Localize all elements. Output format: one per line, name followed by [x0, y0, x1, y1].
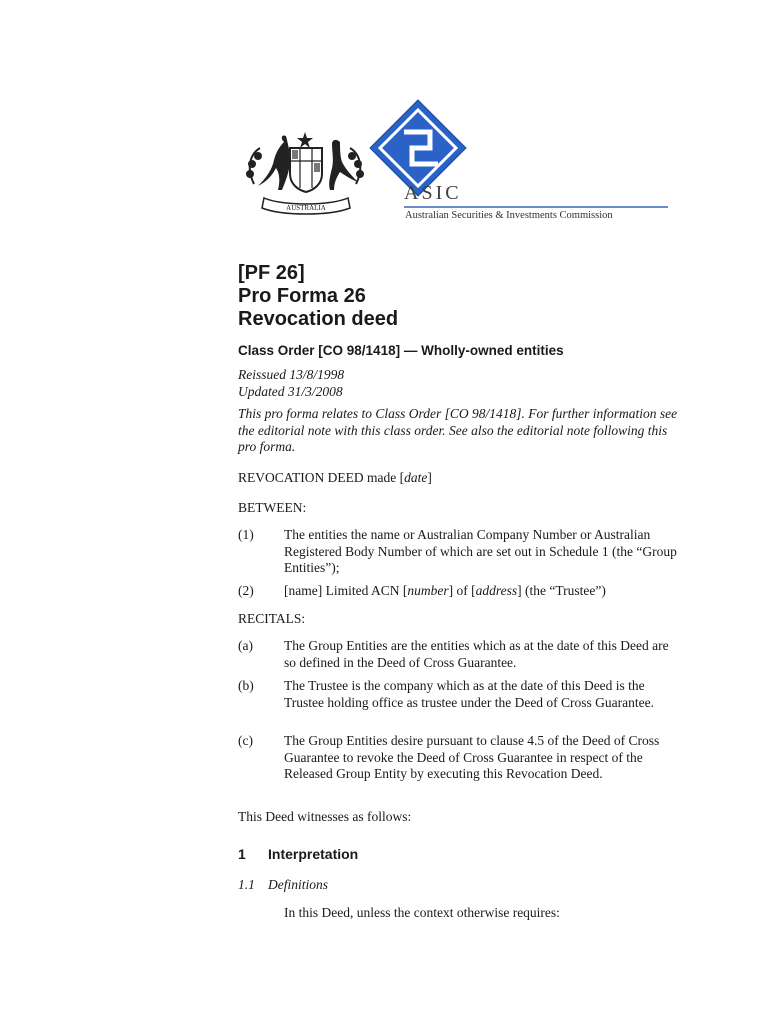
address-placeholder: address: [475, 583, 518, 598]
reissued-date: Reissued 13/8/1998: [238, 367, 345, 382]
australian-coat-of-arms-icon: [236, 98, 366, 226]
class-order-heading: Class Order [CO 98/1418] — Wholly-owned entities: [238, 343, 564, 358]
title-name: Pro Forma 26: [238, 285, 366, 307]
party-text: [284, 583, 678, 600]
document-title: [238, 262, 398, 331]
asic-name: ASIC: [404, 182, 462, 204]
party-text-part: ] (the “Trustee”): [517, 583, 606, 598]
recital-text: The Trustee is the company which as at the date of this Deed is the Trustee holding office as trustee under the Deed of Cross Guarantee.: [284, 678, 655, 710]
recital-letter: (a): [238, 638, 253, 653]
section-number: 1: [238, 846, 246, 862]
revocation-prefix: REVOCATION DEED made [: [238, 470, 405, 485]
subsection-title: Definitions: [268, 877, 328, 892]
revocation-date-placeholder: date: [404, 470, 428, 485]
party-text-part: [name] Limited ACN [: [284, 583, 408, 598]
witness-line: This Deed witnesses as follows:: [238, 809, 412, 824]
party-text: The entities the name or Australian Company Number or Australian Registered Body Number of which are set out in Schedule 1 (the “Group Entities”);: [284, 527, 677, 575]
revocation-deed-line: [238, 470, 432, 487]
title-subtitle: Revocation deed: [238, 308, 399, 330]
party-text-part: ] of [: [448, 583, 476, 598]
recital-text: The Group Entities desire pursuant to clause 4.5 of the Deed of Cross Guarantee to revoke the Deed of Cross Guarantee in respect of the Released Group Entity by executing this Revocation Deed.: [284, 733, 660, 781]
revocation-suffix: ]: [427, 470, 432, 485]
recital-letter: (c): [238, 733, 253, 748]
asic-full-name: Australian Securities & Investments Commission: [405, 210, 613, 221]
subsection-heading: [238, 877, 328, 894]
issue-dates: [238, 367, 678, 400]
party-number: (1): [238, 527, 254, 542]
acn-placeholder: number: [407, 583, 449, 598]
header-logos: [236, 98, 672, 226]
updated-date: Updated 31/3/2008: [238, 383, 343, 399]
recital-letter: (b): [238, 678, 254, 693]
title-code: [PF 26]: [238, 262, 305, 284]
party-number: (2): [238, 583, 254, 598]
section-heading: [238, 846, 358, 862]
coat-of-arms-motto: AUSTRALIA: [286, 204, 326, 212]
between-label: BETWEEN:: [238, 500, 307, 515]
section-title: Interpretation: [268, 846, 359, 862]
definitions-intro: In this Deed, unless the context otherwise requires:: [284, 905, 560, 920]
asic-divider: [404, 206, 668, 208]
subsection-number: 1.1: [238, 877, 255, 892]
intro-note: This pro forma relates to Class Order [CO 98/1418]. For further information see the editorial note with this class order. See also the editorial note following this pro forma.: [238, 406, 678, 454]
recitals-label: RECITALS:: [238, 611, 306, 626]
recital-text: The Group Entities are the entities which as at the date of this Deed are so defined in the Deed of Cross Guarantee.: [284, 638, 669, 670]
